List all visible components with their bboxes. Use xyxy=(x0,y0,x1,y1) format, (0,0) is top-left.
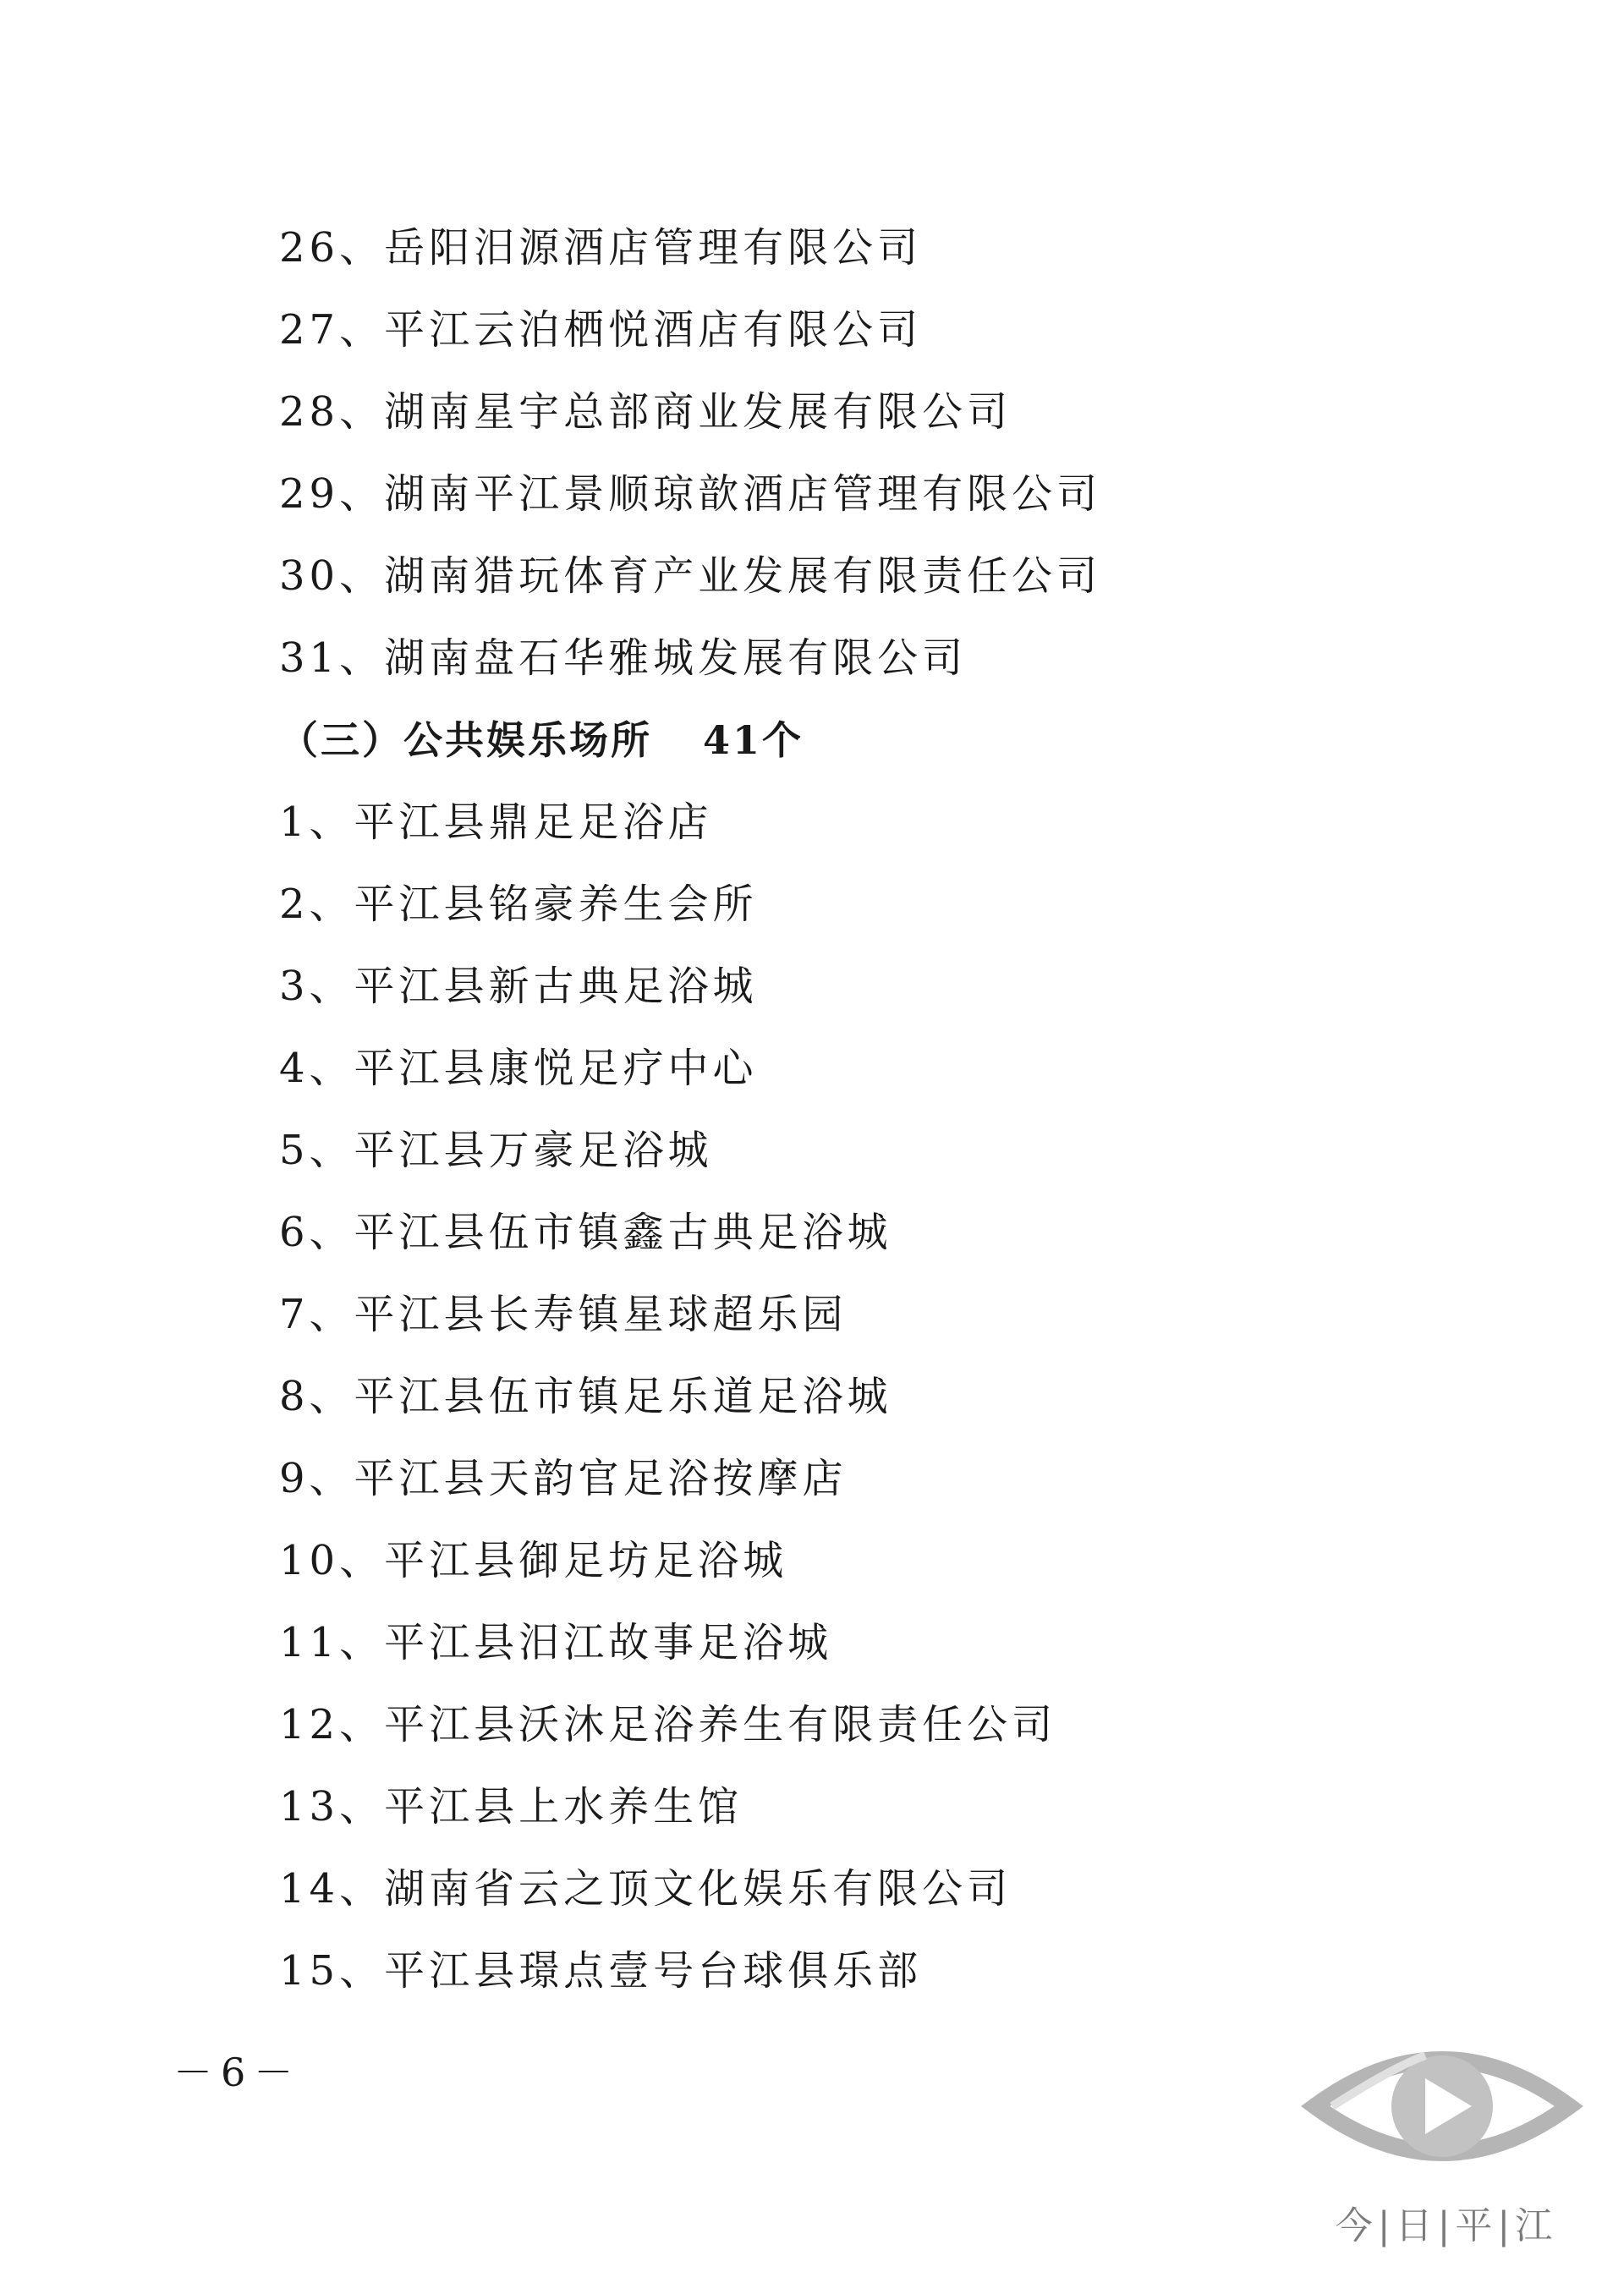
watermark xyxy=(1298,2017,1586,2263)
section-count: 41个 xyxy=(703,717,804,763)
list-item: 9、平江县天韵官足浴按摩店 xyxy=(279,1455,848,1502)
section-title: （三）公共娱乐场所 xyxy=(279,717,652,763)
list-item: 2、平江县铭豪养生会所 xyxy=(279,881,758,928)
list-item: 3、平江县新古典足浴城 xyxy=(279,963,758,1010)
page-number: －6－ xyxy=(173,2050,302,2095)
list-item: 28、湖南星宇总部商业发展有限公司 xyxy=(279,388,1012,436)
list-item: 29、湖南平江景顺琼歆酒店管理有限公司 xyxy=(279,470,1102,518)
list-item: 6、平江县伍市镇鑫古典足浴城 xyxy=(279,1209,892,1256)
list-item: 13、平江县上水养生馆 xyxy=(279,1783,743,1830)
list-item: 30、湖南猎玩体育产业发展有限责任公司 xyxy=(279,552,1102,600)
list-item: 27、平江云泊栖悦酒店有限公司 xyxy=(279,306,923,354)
list-item: 15、平江县璟点壹号台球俱乐部 xyxy=(279,1947,923,1995)
list-item: 8、平江县伍市镇足乐道足浴城 xyxy=(279,1373,892,1420)
list-item: 7、平江县长寿镇星球超乐园 xyxy=(279,1291,848,1338)
list-item: 12、平江县沃沐足浴养生有限责任公司 xyxy=(279,1701,1057,1748)
entity-list xyxy=(279,207,1463,2012)
list-item: 5、平江县万豪足浴城 xyxy=(279,1127,713,1174)
list-item: 10、平江县御足坊足浴城 xyxy=(279,1537,788,1584)
list-item: 14、湖南省云之顶文化娱乐有限公司 xyxy=(279,1865,1012,1913)
list-item: 31、湖南盘石华雅城发展有限公司 xyxy=(279,634,968,682)
list-item: 26、岳阳汨源酒店管理有限公司 xyxy=(279,224,923,272)
section-heading xyxy=(279,700,1463,782)
list-item: 4、平江县康悦足疗中心 xyxy=(279,1045,758,1092)
watermark-text: 今|日|平|江 xyxy=(1335,2204,1558,2247)
eye-play-logo-icon xyxy=(1298,2017,1586,2195)
list-item: 11、平江县汨江故事足浴城 xyxy=(279,1619,833,1666)
list-item: 1、平江县鼎足足浴店 xyxy=(279,799,713,846)
